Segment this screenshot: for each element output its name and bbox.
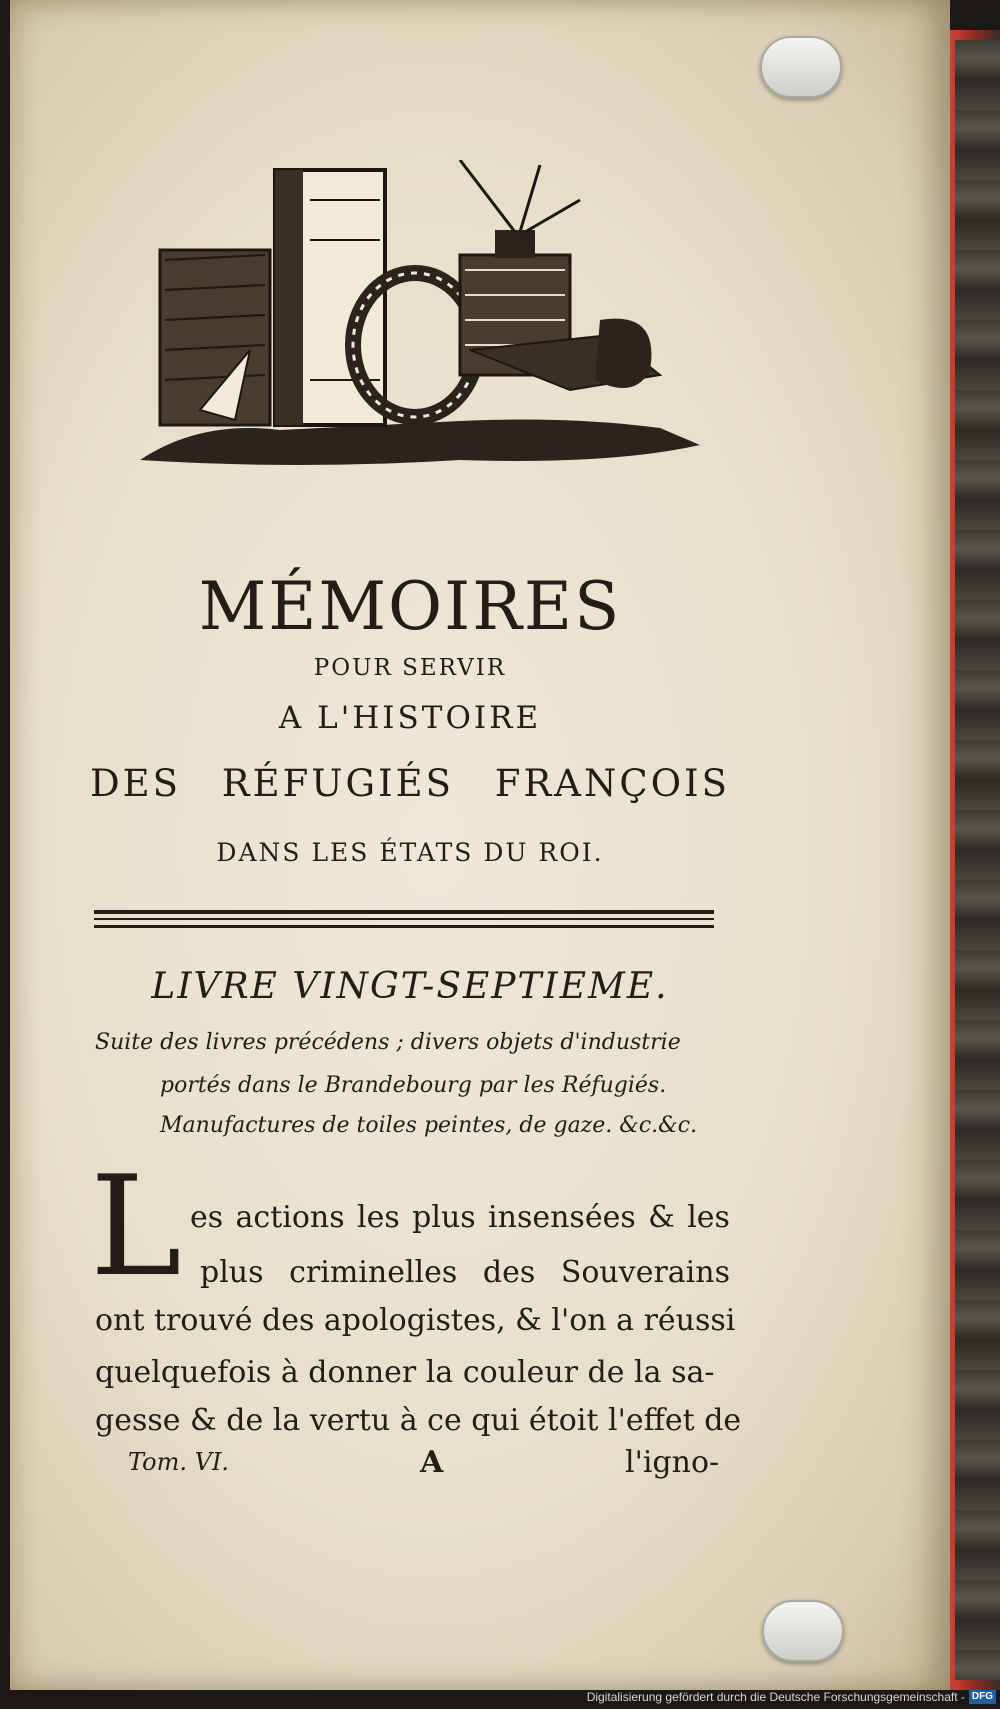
body-line (200, 1255, 730, 1290)
chapter-summary-line: Manufactures de toiles peintes, de gaze. &c.&c. (160, 1113, 698, 1138)
body-word: Souverains (560, 1255, 730, 1290)
signature-mark: A (420, 1445, 444, 1480)
catchword: l'igno- (625, 1445, 720, 1480)
subtitle-histoire: A L'HISTOIRE (278, 700, 542, 736)
drop-cap: L (90, 1146, 182, 1307)
subtitle-word: RÉFUGIÉS (221, 762, 455, 805)
body-word: les (687, 1200, 730, 1235)
chapter-heading: LIVRE VINGT-SEPTIEME. (151, 966, 669, 1007)
divider-rule (94, 910, 714, 914)
body-word: & (648, 1200, 675, 1235)
page-clip-bottom (762, 1600, 844, 1662)
body-word: insensées (488, 1200, 636, 1235)
subtitle-etats: DANS LES ÉTATS DU ROI. (216, 838, 604, 867)
body-line (190, 1200, 730, 1235)
body-line: gesse & de la vertu à ce qui étoit l'effet de (95, 1403, 742, 1438)
body-word: criminelles (289, 1255, 458, 1290)
book-cover (955, 40, 1000, 1680)
body-word: es (190, 1200, 224, 1235)
subtitle-pour-servir: POUR SERVIR (313, 655, 507, 681)
subtitle-word: DES (90, 762, 182, 805)
body-line: ont trouvé des apologistes, & l'on a réussi (95, 1303, 736, 1338)
dfg-logo: DFG (969, 1690, 996, 1704)
page-title: MÉMOIRES (198, 568, 622, 645)
divider-rule (94, 925, 714, 928)
divider-rule (94, 918, 714, 920)
body-word: plus (200, 1255, 264, 1290)
body-word: les (357, 1200, 400, 1235)
page-clip-top (760, 36, 842, 98)
body-word: plus (412, 1200, 476, 1235)
chapter-summary-line: portés dans le Brandebourg par les Réfugiés. (160, 1073, 667, 1098)
body-word: des (482, 1255, 536, 1290)
subtitle-word: FRANÇOIS (494, 762, 730, 805)
chapter-summary-line: Suite des livres précédens ; divers objets d'industrie (95, 1030, 681, 1055)
still-life-woodcut-ornament (140, 160, 710, 480)
body-line: quelquefois à donner la couleur de la sa- (95, 1355, 715, 1390)
volume-number: Tom. VI. (128, 1448, 230, 1476)
subtitle-refugies (90, 762, 730, 805)
digitization-credit (587, 1687, 996, 1707)
credit-text: Digitalisierung gefördert durch die Deutsche Forschungsgemeinschaft - (586, 1690, 965, 1704)
paper-page (10, 0, 950, 1690)
body-word: actions (235, 1200, 345, 1235)
